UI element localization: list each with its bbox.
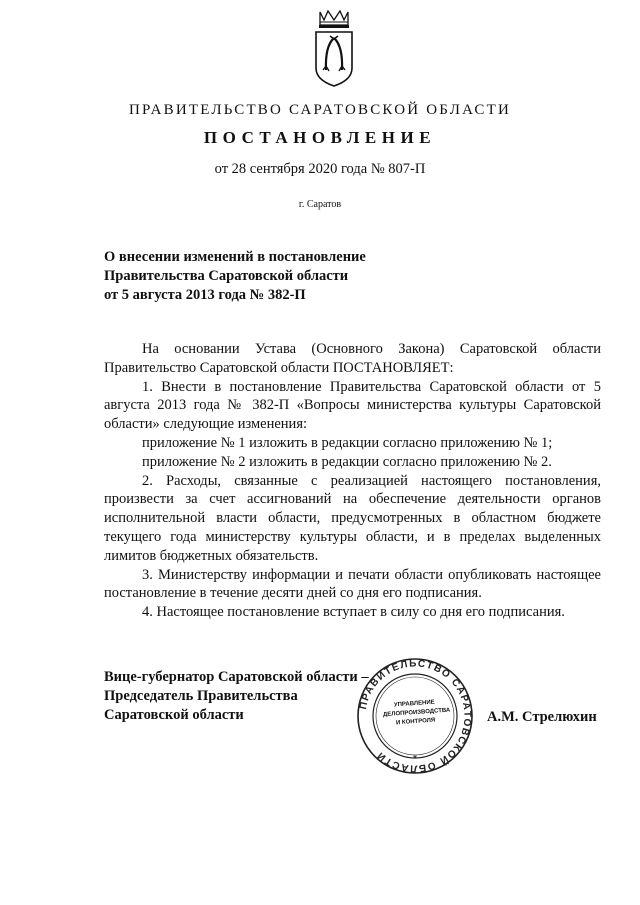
document-date-number: от 28 сентября 2020 года № 807-П (214, 161, 426, 177)
coat-of-arms-emblem (311, 8, 357, 88)
signer-position-line: Председатель Правительства (104, 688, 298, 704)
document-type: ПОСТАНОВЛЕНИЕ (203, 128, 437, 147)
subject-line: Правительства Саратовской области (104, 268, 349, 284)
body-paragraph-preamble: На основании Устава (Основного Закона) Саратовской области Правительство Саратовской области ПОСТАНОВЛЯЕТ: (104, 341, 601, 376)
stamp-inner-line: И КОНТРОЛЯ (395, 717, 436, 727)
body-paragraph-appendix-1: приложение № 1 изложить в редакции согласно приложению № 1; (142, 434, 553, 451)
signer-position-line: Саратовской области (104, 707, 244, 723)
document-body (104, 340, 601, 622)
government-title: ПРАВИТЕЛЬСТВО САРАТОВСКОЙ ОБЛАСТИ (128, 102, 512, 118)
document-city: г. Саратов (298, 199, 342, 210)
stamp-inner-line: УПРАВЛЕНИЕ (393, 699, 435, 709)
subject-line: от 5 августа 2013 года № 382-П (104, 287, 306, 303)
stamp-inner-line: ДЕЛОПРОИЗВОДСТВА (382, 707, 451, 719)
body-paragraph-item-4: 4. Настоящее постановление вступает в силу со дня его подписания. (142, 604, 565, 621)
signer-position (104, 668, 394, 725)
signer-position-line: Вице-губернатор Саратовской области – (104, 669, 369, 685)
body-paragraph-item-1: 1. Внести в постановление Правительства Саратовской области от 5 августа 2013 года № 382-П «Вопросы министерства культуры Саратовской области» следующие изменения: (104, 378, 601, 433)
signer-name: А.М. Стрелюхин (487, 709, 597, 725)
svg-text:ПРАВИТЕЛЬСТВО САРАТОВСКОЙ ОБЛА: ПРАВИТЕЛЬСТВО САРАТОВСКОЙ ОБЛАСТИ (357, 658, 473, 774)
stamp-star: * (412, 753, 418, 765)
subject-line: О внесении изменений в постановление (104, 249, 366, 265)
stamp-inner-text (382, 698, 451, 729)
body-paragraph-item-2: 2. Расходы, связанные с реализацией настоящего постановления, произвести за счет ассигнований на обеспечение деятельности органов исполнительной власти области, предусмотренных в областном бюджете текущего года министерству культуры области, и в пределах выделенных лимитов бюджетных обязательств. (104, 472, 601, 564)
body-paragraph-appendix-2: приложение № 2 изложить в редакции согласно приложению № 2. (142, 453, 552, 470)
body-paragraph-item-3: 3. Министерству информации и печати области опубликовать настоящее постановление в течение десяти дней со дня его подписания. (104, 566, 601, 602)
document-subject (104, 248, 504, 305)
